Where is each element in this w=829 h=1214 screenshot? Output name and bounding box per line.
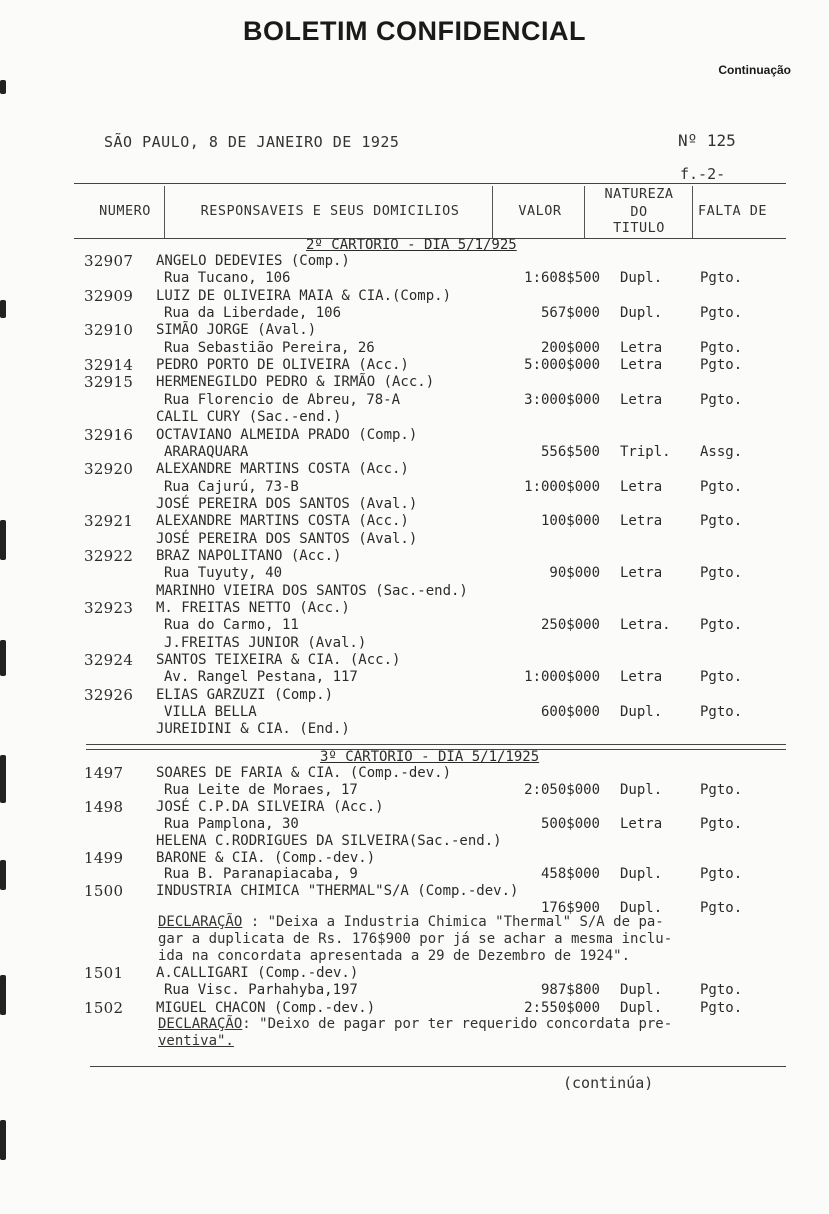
entry-natureza: Letra	[620, 669, 663, 686]
entry-valor: 1:000$000	[524, 478, 600, 495]
entry-falta: Pgto.	[700, 513, 743, 530]
entry-text: Rua Cajurú, 73-B	[164, 478, 299, 495]
entry-natureza: Letra	[620, 478, 663, 495]
entry-falta: Pgto.	[700, 270, 743, 287]
entry-text: ANGELO DEDEVIES (Comp.)	[156, 253, 350, 269]
table-row	[0, 782, 829, 799]
table-row	[0, 982, 829, 999]
table-row	[0, 444, 829, 461]
page-title: BOLETIM CONFIDENCIAL	[243, 16, 586, 46]
table-row	[0, 392, 829, 409]
entry-text: J.FREITAS JUNIOR (Aval.)	[164, 634, 367, 651]
entry-number: 1498	[84, 797, 124, 816]
table-row	[0, 669, 829, 686]
table-row	[0, 340, 829, 357]
entry-text: HERMENEGILDO PEDRO & IRMÃO (Acc.)	[156, 374, 435, 391]
entry-falta: Pgto.	[700, 617, 743, 634]
entry-text: MARINHO VIEIRA DOS SANTOS (Sac.-end.)	[156, 582, 468, 599]
entry-text: ELIAS GARZUZI (Comp.)	[156, 686, 334, 703]
entry-number: 32923	[84, 599, 134, 617]
entry-valor: 90$000	[549, 565, 600, 582]
entry-valor: 556$500	[540, 443, 600, 460]
table-row	[0, 965, 829, 982]
entry-natureza: Dupl.	[620, 781, 663, 798]
entry-valor: 1:608$500	[524, 270, 600, 287]
entry-text: Rua do Carmo, 11	[164, 617, 299, 634]
column-divider	[692, 186, 693, 238]
entry-number: 1501	[84, 964, 124, 982]
margin-mark	[0, 80, 6, 94]
entry-text: Rua Sebastião Pereira, 26	[164, 339, 375, 356]
entry-falta: Pgto.	[700, 900, 743, 917]
table-row	[0, 305, 829, 322]
entry-natureza: Tripl.	[620, 443, 671, 460]
declaration-text: : "Deixo de pagar por ter requerido concordata pre-	[242, 1016, 673, 1032]
table-row	[0, 513, 829, 530]
table-row	[0, 833, 829, 850]
table-row	[0, 374, 829, 391]
entry-valor: 3:000$000	[524, 391, 600, 408]
table-row	[0, 565, 829, 582]
column-header-natureza: NATUREZA	[604, 186, 674, 202]
entry-valor: 200$000	[540, 339, 600, 356]
declaration-label: DECLARAÇÃO	[158, 1016, 243, 1032]
table-row	[0, 765, 829, 782]
section-divider	[86, 744, 786, 745]
entry-text: JOSÉ PEREIRA DOS SANTOS (Aval.)	[156, 495, 418, 512]
declaration-1-line-1	[158, 914, 664, 930]
section-title-3-cartorio: 3º CARTORIO - DIA 5/1/1925	[320, 749, 540, 765]
entry-number: 1497	[84, 764, 124, 782]
continuation-label: Continuação	[718, 63, 791, 77]
table-row	[0, 322, 829, 339]
table-row	[0, 253, 829, 270]
entry-natureza: Dupl.	[620, 305, 663, 322]
entry-valor: 5:000$000	[524, 357, 600, 374]
table-row	[0, 635, 829, 652]
entry-number: 32922	[84, 546, 134, 565]
column-header-natureza: TITULO	[613, 220, 665, 236]
entry-falta: Pgto.	[700, 339, 743, 356]
entry-text: HELENA C.RODRIGUES DA SILVEIRA(Sac.-end.)	[156, 832, 502, 849]
entry-text: CALIL CURY (Sac.-end.)	[156, 409, 342, 426]
table-row	[0, 617, 829, 634]
table-row	[0, 850, 829, 867]
continua-label: (continúa)	[563, 1074, 654, 1092]
entry-text: Rua Tucano, 106	[164, 270, 291, 287]
entry-falta: Pgto.	[700, 565, 743, 582]
entry-text: Rua Florencio de Abreu, 78-A	[164, 391, 401, 408]
entry-text: Rua Visc. Parhahyba,197	[164, 982, 358, 999]
table-row	[0, 799, 829, 816]
entry-number: 32920	[84, 460, 134, 479]
entry-number: 32907	[84, 252, 134, 270]
table-row	[0, 704, 829, 721]
entry-natureza: Dupl.	[620, 999, 663, 1016]
entry-number: 32921	[84, 512, 134, 531]
declaration-1-line-3: ida na concordata apresentada a 29 de Dezembro de 1924".	[158, 948, 631, 964]
entry-number: 32916	[84, 425, 134, 444]
entry-falta: Pgto.	[700, 478, 743, 495]
entry-natureza: Dupl.	[620, 866, 663, 883]
entry-valor: 2:050$000	[524, 781, 600, 798]
table-row	[0, 866, 829, 883]
entry-text: Rua Leite de Moraes, 17	[164, 781, 358, 798]
table-row	[0, 600, 829, 617]
entry-natureza: Dupl.	[620, 982, 663, 999]
entry-valor: 500$000	[540, 815, 600, 832]
entry-text: SOARES DE FARIA & CIA. (Comp.-dev.)	[156, 765, 452, 781]
entry-text: INDUSTRIA CHIMICA "THERMAL"S/A (Comp.-dev.)	[156, 883, 519, 900]
column-divider	[492, 186, 493, 238]
entry-valor: 100$000	[540, 513, 600, 530]
entry-text: PEDRO PORTO DE OLIVEIRA (Acc.)	[156, 357, 409, 374]
margin-mark	[0, 1120, 6, 1160]
declaration-label: DECLARAÇÃO	[158, 914, 243, 930]
table-row	[0, 270, 829, 287]
declaration-2-line-1	[158, 1016, 672, 1032]
table-row	[0, 357, 829, 374]
entry-text: Rua Tuyuty, 40	[164, 565, 283, 582]
column-header-numero: NUMERO	[99, 203, 151, 219]
declaration-1-line-2: gar a duplicata de Rs. 176$900 por já se achar a mesma inclu-	[158, 931, 673, 947]
entry-text: Av. Rangel Pestana, 117	[164, 669, 358, 686]
entry-number: 32924	[84, 651, 134, 670]
entry-number: 32926	[84, 685, 134, 704]
entry-natureza: Letra.	[620, 617, 671, 634]
table-row	[0, 288, 829, 305]
table-row	[0, 721, 829, 738]
entry-natureza: Letra	[620, 565, 663, 582]
declaration-2-line-2: ventiva".	[158, 1033, 234, 1049]
entry-valor: 458$000	[540, 866, 600, 883]
table-row	[0, 883, 829, 900]
entry-number: 1499	[84, 848, 124, 867]
entry-natureza: Dupl.	[620, 270, 663, 287]
entry-number: 32909	[84, 286, 134, 305]
table-row	[0, 548, 829, 565]
entry-text: Rua B. Paranapiacaba, 9	[164, 866, 358, 883]
entry-valor: 567$000	[540, 305, 600, 322]
table-row	[0, 496, 829, 513]
column-header-falta: FALTA DE	[698, 203, 768, 219]
column-header-natureza: DO	[630, 204, 648, 220]
entry-text: JOSÉ PEREIRA DOS SANTOS (Aval.)	[156, 530, 418, 547]
entry-text: JOSÉ C.P.DA SILVEIRA (Acc.)	[156, 798, 384, 815]
entry-text: JUREIDINI & CIA. (End.)	[156, 721, 350, 738]
entry-falta: Pgto.	[700, 815, 743, 832]
issue-number: Nº 125	[678, 131, 736, 150]
entry-text: A.CALLIGARI (Comp.-dev.)	[156, 965, 359, 981]
entry-text: M. FREITAS NETTO (Acc.)	[156, 600, 350, 616]
entry-number: 1502	[84, 998, 124, 1017]
entry-valor: 250$000	[540, 617, 600, 634]
folio-number: f.-2-	[680, 165, 726, 183]
entry-text: BARONE & CIA. (Comp.-dev.)	[156, 849, 376, 866]
entry-text: Rua Pamplona, 30	[164, 815, 299, 832]
table-row	[0, 409, 829, 426]
footer-rule	[90, 1066, 786, 1067]
entry-falta: Pgto.	[700, 391, 743, 408]
entry-falta: Pgto.	[700, 704, 743, 721]
entry-number: 32915	[84, 373, 134, 392]
column-header-responsaveis: RESPONSAVEIS E SEUS DOMICILIOS	[200, 203, 460, 219]
table-row	[0, 816, 829, 833]
entry-text: Rua da Liberdade, 106	[164, 305, 342, 322]
table-top-rule	[74, 183, 786, 184]
entry-text: LUIZ DE OLIVEIRA MAIA & CIA.(Comp.)	[156, 287, 452, 304]
entry-valor: 2:550$000	[524, 999, 600, 1016]
column-divider	[584, 186, 585, 238]
entry-falta: Pgto.	[700, 357, 743, 374]
entry-text: ALEXANDRE MARTINS COSTA (Acc.)	[156, 513, 409, 530]
entry-text: VILLA BELLA	[164, 704, 257, 721]
entry-falta: Pgto.	[700, 669, 743, 686]
entry-natureza: Letra	[620, 815, 663, 832]
entry-number: 32910	[84, 321, 134, 340]
entry-text: BRAZ NAPOLITANO (Acc.)	[156, 547, 342, 564]
section-title-2-cartorio: 2º CARTORIO - DIA 5/1/925	[306, 237, 517, 253]
entry-natureza: Dupl.	[620, 704, 663, 721]
entry-falta: Assg.	[700, 443, 743, 460]
entry-falta: Pgto.	[700, 999, 743, 1016]
entry-falta: Pgto.	[700, 982, 743, 999]
table-row	[0, 461, 829, 478]
entry-natureza: Letra	[620, 513, 663, 530]
column-divider	[164, 186, 165, 238]
entry-valor: 600$000	[540, 704, 600, 721]
table-row	[0, 479, 829, 496]
table-row	[0, 531, 829, 548]
column-header-valor: VALOR	[518, 203, 562, 219]
entry-falta: Pgto.	[700, 305, 743, 322]
entry-natureza: Letra	[620, 391, 663, 408]
place-date: SÃO PAULO, 8 DE JANEIRO DE 1925	[104, 133, 400, 151]
entry-text: MIGUEL CHACON (Comp.-dev.)	[156, 999, 376, 1016]
entry-valor: 176$900	[540, 900, 600, 917]
table-row	[0, 652, 829, 669]
entry-natureza: Dupl.	[620, 900, 663, 917]
entry-falta: Pgto.	[700, 781, 743, 798]
table-row	[0, 427, 829, 444]
entry-number: 32914	[84, 356, 134, 375]
entry-text: ARARAQUARA	[164, 443, 249, 460]
table-row	[0, 583, 829, 600]
table-row	[0, 1000, 829, 1017]
entry-valor: 987$800	[540, 982, 600, 999]
entry-text: ALEXANDRE MARTINS COSTA (Acc.)	[156, 461, 409, 478]
entry-valor: 1:000$000	[524, 669, 600, 686]
entry-text: SANTOS TEIXEIRA & CIA. (Acc.)	[156, 652, 401, 669]
entry-natureza: Letra	[620, 357, 663, 374]
entry-falta: Pgto.	[700, 866, 743, 883]
entry-text: OCTAVIANO ALMEIDA PRADO (Comp.)	[156, 426, 418, 443]
declaration-text: : "Deixa a Industria Chimica "Thermal" S/A de pa-	[242, 914, 664, 930]
entry-natureza: Letra	[620, 339, 663, 356]
table-row	[0, 687, 829, 704]
entry-number: 1500	[84, 882, 124, 901]
entry-text: SIMÃO JORGE (Aval.)	[156, 322, 317, 339]
